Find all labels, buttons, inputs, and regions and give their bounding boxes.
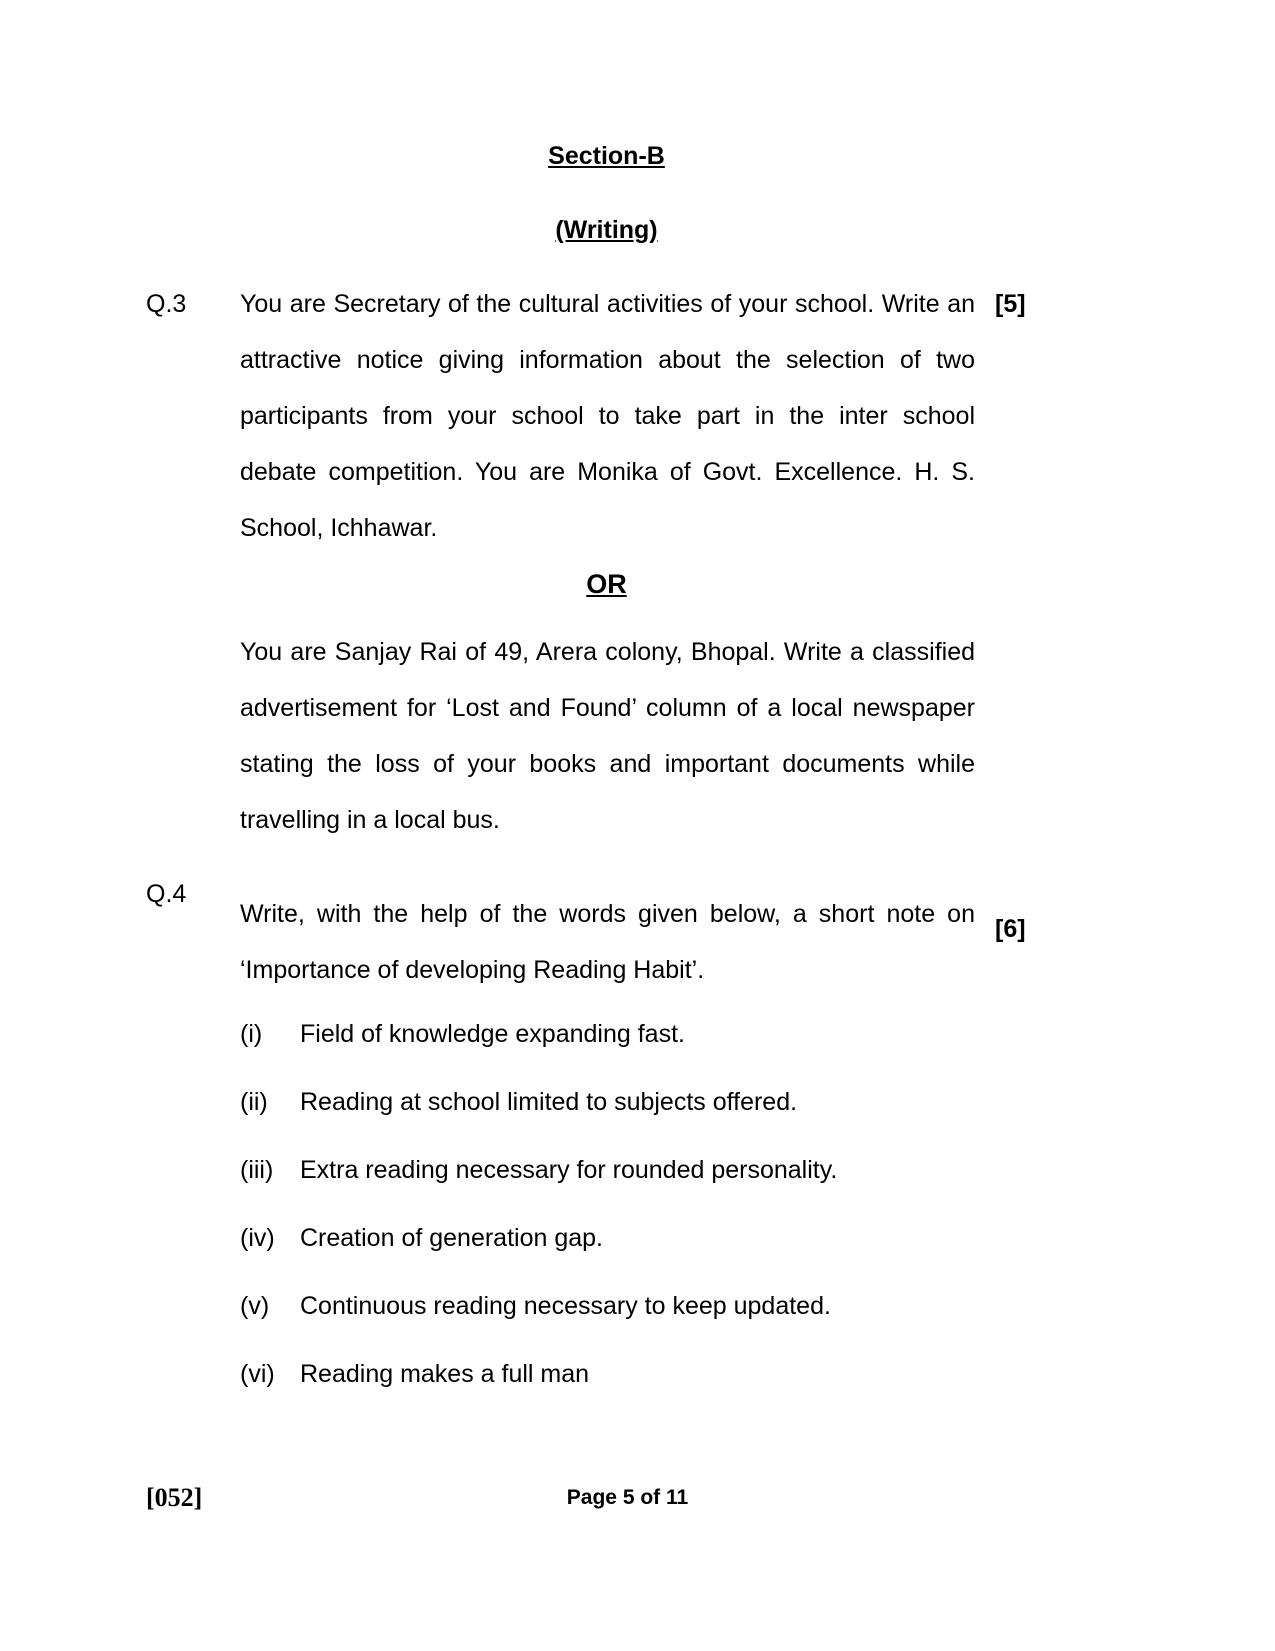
list-item <box>240 1224 603 1253</box>
list-item-number: (iv) <box>240 1224 275 1252</box>
list-item <box>240 1088 797 1117</box>
q3-text: You are Secretary of the cultural activities of your school. Write an attractive notice giving information about the selection of two participants from your school to take part in the inter school debate competition. You are Monika of Govt. Excellence. H. S. School, Ichhawar. <box>240 290 975 542</box>
q3-alt-text: You are Sanjay Rai of 49, Arera colony, Bhopal. Write a classified advertisement for ‘Lost and Found’ column of a local newspaper stating the loss of your books and important documents while travelling in a local bus. <box>240 638 975 834</box>
q3-number: Q.3 <box>146 290 187 318</box>
list-item-number: (v) <box>240 1292 270 1320</box>
list-item-text: Extra reading necessary for rounded personality. <box>300 1156 838 1184</box>
list-item-text: Reading makes a full man <box>300 1360 590 1388</box>
list-item-number: (ii) <box>240 1088 268 1116</box>
list-item <box>240 1292 831 1321</box>
q4-text: Write, with the help of the words given below, a short note on ‘Importance of developing Reading Habit’. <box>240 900 975 984</box>
list-item-text: Reading at school limited to subjects offered. <box>300 1088 798 1116</box>
list-item <box>240 1156 837 1185</box>
list-item <box>240 1360 589 1389</box>
or-separator: OR <box>586 569 627 599</box>
q4-number: Q.4 <box>146 880 187 908</box>
list-item <box>240 1020 685 1049</box>
page-number: Page 5 of 11 <box>566 1486 689 1509</box>
list-item-text: Field of knowledge expanding fast. <box>300 1020 685 1048</box>
list-item-number: (iii) <box>240 1156 274 1184</box>
section-title: Section-B <box>548 142 665 170</box>
section-subtitle: (Writing) <box>555 216 658 244</box>
list-item-number: (i) <box>240 1020 263 1048</box>
list-item-text: Continuous reading necessary to keep updated. <box>300 1292 831 1320</box>
q3-marks: [5] <box>995 290 1026 318</box>
q4-marks: [6] <box>995 915 1026 943</box>
list-item-number: (vi) <box>240 1360 275 1388</box>
list-item-text: Creation of generation gap. <box>300 1224 603 1252</box>
paper-code: [052] <box>146 1483 203 1512</box>
